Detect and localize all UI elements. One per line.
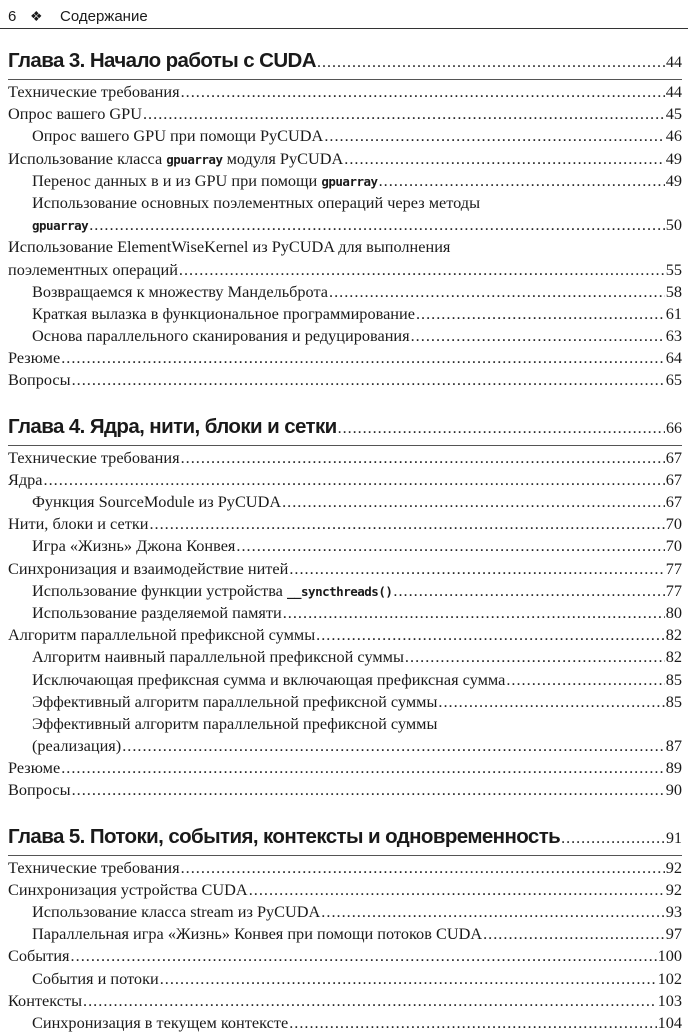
toc-entry[interactable] (8, 148, 682, 170)
code-term: gpuarray (32, 218, 89, 234)
leader-dots (506, 669, 664, 691)
toc-page-number: 65 (665, 370, 682, 390)
chapter-title: Глава 5. Потоки, события, контексты и одновременность (8, 824, 561, 848)
toc-entry-title-text: Эффективный алгоритм параллельной префиксной суммы (32, 691, 438, 711)
toc-entry[interactable] (8, 646, 682, 668)
chapter-page-number: 44 (666, 54, 682, 71)
leader-dots (317, 46, 665, 80)
toc-entry-title (8, 624, 315, 646)
toc-entry-title-text: Исключающая префиксная сумма и включающая префиксная сумма (32, 669, 506, 689)
toc-entry[interactable] (8, 779, 682, 801)
toc-entry[interactable] (8, 192, 682, 236)
toc-entry[interactable] (8, 491, 682, 513)
toc-entry[interactable] (8, 513, 682, 535)
leader-dots (393, 580, 664, 602)
toc-entry-title (32, 1012, 288, 1034)
toc-entry-title (8, 879, 248, 901)
toc-page-number: 87 (665, 736, 682, 756)
toc-page-number: 89 (665, 758, 682, 778)
toc-entry-title-text: Технические требования (8, 447, 180, 467)
toc-entry[interactable] (8, 602, 682, 624)
toc-entry[interactable] (8, 580, 682, 602)
toc-entry[interactable] (8, 447, 682, 469)
toc-entry-title-text: Технические требования (8, 82, 180, 101)
toc-entry[interactable] (8, 369, 682, 391)
toc-page-number: 93 (665, 902, 682, 921)
code-term: gpuarray (166, 151, 223, 167)
toc-entry-title (32, 303, 415, 325)
leader-dots (179, 259, 665, 281)
code-term: gpuarray (321, 173, 378, 189)
leader-dots (61, 757, 665, 779)
toc-entry-title-text: Игра «Жизнь» Джона Конвея (32, 536, 236, 556)
toc-page-number: 63 (665, 326, 682, 346)
toc-page-number: 85 (665, 691, 682, 711)
toc-entry-title-text: поэлементных операций (8, 259, 178, 279)
toc-entry[interactable] (8, 990, 682, 1012)
toc-entry-title (32, 923, 482, 945)
chapter-gap (8, 802, 682, 820)
leader-dots (181, 857, 665, 879)
toc-page-number: 77 (665, 580, 682, 600)
toc-entry-title (32, 968, 159, 990)
toc-entry[interactable] (8, 879, 682, 901)
toc-entry-title-text: Использование класса stream из PyCUDA (32, 902, 321, 921)
toc-entry[interactable] (8, 325, 682, 347)
leader-dots (379, 170, 665, 192)
chapter-page-number: 91 (666, 829, 682, 847)
toc-entry-title (8, 469, 43, 491)
toc-page-number: 82 (665, 647, 682, 667)
toc-entry-title-text: (реализация) (32, 736, 122, 756)
leader-dots (344, 148, 664, 170)
toc-entry-title (32, 281, 328, 303)
toc-entry-title-text: События и потоки (32, 968, 159, 988)
toc-page-number: 85 (665, 669, 682, 689)
toc-entry[interactable] (8, 757, 682, 779)
leader-dots (72, 369, 665, 391)
toc-entry-title-text: Вопросы (8, 780, 71, 800)
toc-entry-title (8, 990, 82, 1012)
toc-entry-continuation (8, 735, 682, 757)
toc-entry-title (8, 945, 70, 967)
leader-dots (283, 602, 665, 624)
ornament-icon: ❖ (30, 7, 43, 24)
toc-entry-title (32, 735, 121, 757)
toc-entry[interactable] (8, 968, 682, 990)
toc-entry[interactable] (8, 303, 682, 325)
leader-dots (83, 990, 657, 1012)
toc-page-number: 103 (657, 990, 682, 1010)
leader-dots (44, 469, 665, 491)
chapter-heading[interactable] (8, 44, 682, 78)
leader-dots (324, 125, 664, 147)
leader-dots (143, 103, 665, 125)
leader-dots (122, 735, 665, 757)
toc-entry-title-text: Использование класса (8, 148, 167, 168)
toc-page-number: 45 (665, 104, 682, 124)
toc-entry-title-text: Опрос вашего GPU при помощи PyCUDA (32, 126, 324, 146)
toc-entry[interactable] (8, 691, 682, 713)
toc-entry-title (8, 779, 71, 801)
header-divider (0, 28, 688, 29)
toc-entry[interactable] (8, 125, 682, 147)
leader-dots (61, 347, 665, 369)
toc-entry-title (8, 558, 288, 580)
toc-page-number: 64 (665, 348, 682, 368)
toc-page-number: 44 (665, 82, 682, 101)
toc-entry-title (32, 214, 88, 237)
toc-entry-title (8, 347, 60, 369)
toc-entry-title-line: Эффективный алгоритм параллельной префиксной суммы (32, 713, 438, 733)
toc-entry-title (32, 901, 320, 923)
toc-entry-title-text: Использование функции устройства (32, 580, 287, 600)
toc-entry-title (8, 148, 343, 171)
toc-entry-title (32, 491, 281, 513)
chapter-title: Глава 3. Начало работы с CUDA (8, 49, 316, 72)
table-of-contents (8, 44, 682, 1034)
leader-dots (282, 491, 665, 513)
toc-page-number: 61 (665, 303, 682, 323)
toc-page-number: 55 (665, 259, 682, 279)
leader-dots (289, 1012, 656, 1034)
toc-entry-title-text: Опрос вашего GPU (8, 104, 142, 124)
toc-entry[interactable] (8, 669, 682, 691)
toc-entry[interactable] (8, 347, 682, 369)
running-title: Содержание (60, 7, 148, 25)
toc-entry-title (32, 669, 505, 691)
toc-entry-title (32, 170, 378, 193)
toc-page-number: 104 (657, 1012, 682, 1032)
toc-entry-title-text: События (8, 946, 70, 966)
page-number: 6 (8, 7, 17, 25)
leader-dots (236, 535, 664, 557)
chapter-title: Глава 4. Ядра, нити, блоки и сетки (8, 414, 337, 438)
toc-entry-title (8, 103, 142, 125)
running-header (8, 3, 680, 29)
toc-page-number: 77 (665, 558, 682, 578)
toc-entry-title-text: Синхронизация устройства CUDA (8, 879, 248, 899)
toc-entry-title (8, 259, 178, 281)
toc-page-number: 92 (665, 857, 682, 877)
toc-entry-title-text: Основа параллельного сканирования и редуцирования (32, 326, 410, 346)
chapter-gap (8, 392, 682, 410)
toc-entry-title-text: Резюме (8, 348, 61, 368)
toc-entry[interactable] (8, 901, 682, 923)
toc-entry-title-text: Параллельная игра «Жизнь» Конвея при помощи потоков CUDA (32, 924, 483, 944)
toc-entry[interactable] (8, 558, 682, 580)
leader-dots (149, 513, 664, 535)
toc-entry-title-text: Использование разделяемой памяти (32, 602, 282, 622)
toc-entry-title (8, 369, 71, 391)
toc-entry-title (8, 757, 60, 779)
toc-entry-title (32, 580, 392, 603)
leader-dots (72, 779, 665, 801)
leader-dots (249, 879, 665, 901)
toc-entry-title-line: Использование ElementWiseKernel из PyCUDA для выполнения (8, 237, 451, 257)
toc-entry-title (32, 646, 404, 668)
toc-entry[interactable] (8, 1012, 682, 1034)
leader-dots (316, 624, 665, 646)
toc-entry-title-text: Ядра (8, 469, 43, 489)
toc-entry-title-text: Синхронизация в текущем контексте (32, 1012, 289, 1032)
leader-dots (561, 822, 665, 856)
toc-page-number: 92 (665, 879, 682, 899)
code-term: __syncthreads() (286, 583, 393, 599)
toc-entry-title-text: Алгоритм наивный параллельной префиксной суммы (32, 647, 404, 667)
toc-entry-continuation (8, 259, 682, 281)
toc-page-number: 70 (665, 536, 682, 556)
toc-entry[interactable] (8, 170, 682, 192)
toc-entry-title (32, 125, 323, 147)
toc-entry-title-text: Алгоритм параллельной префиксной суммы (8, 625, 316, 645)
leader-dots (160, 968, 657, 990)
toc-page-number: 90 (665, 780, 682, 800)
toc-entry-title-text: Вопросы (8, 370, 71, 390)
toc-page-number: 67 (665, 492, 682, 511)
toc-entry[interactable] (8, 103, 682, 125)
toc-page-number: 82 (665, 625, 682, 645)
chapter-page-number: 66 (666, 419, 682, 437)
toc-entry[interactable] (8, 236, 682, 280)
toc-entry-title (32, 535, 235, 557)
toc-entry-title-text: Контексты (8, 990, 83, 1010)
toc-page-number: 102 (657, 968, 682, 988)
toc-entry-title-text: Перенос данных в и из GPU при помощи (32, 170, 322, 190)
toc-page-number: 97 (665, 924, 682, 944)
toc-entry-title-text: модуля PyCUDA (222, 148, 344, 168)
toc-page-number: 67 (665, 447, 682, 467)
toc-entry[interactable] (8, 624, 682, 646)
toc-entry[interactable] (8, 857, 682, 879)
toc-page-number: 58 (665, 281, 682, 301)
toc-entry-title-text: Синхронизация и взаимодействие нитей (8, 558, 289, 578)
toc-entry-title (8, 513, 148, 535)
toc-page-number: 100 (657, 946, 682, 966)
toc-entry[interactable] (8, 945, 682, 967)
leader-dots (438, 691, 664, 713)
leader-dots (71, 945, 657, 967)
toc-entry-title-text: Функция SourceModule из PyCUDA (32, 492, 282, 511)
toc-page-number: 49 (665, 148, 682, 168)
leader-dots (416, 303, 665, 325)
toc-entry-title-text: Нити, блоки и сетки (8, 514, 149, 534)
toc-page-number: 46 (665, 126, 682, 146)
leader-dots (181, 447, 665, 469)
toc-page-number: 50 (665, 215, 682, 235)
leader-dots (89, 214, 665, 236)
toc-entry[interactable] (8, 713, 682, 757)
toc-entry-title-line: Использование основных поэлементных операций через методы (32, 192, 481, 212)
leader-dots (411, 325, 665, 347)
leader-dots (329, 281, 665, 303)
toc-entry-title (8, 857, 180, 879)
toc-entry-title-text: Возвращаемся к множеству Мандельброта (32, 281, 329, 301)
toc-page-number: 49 (665, 170, 682, 190)
toc-entry-title (8, 447, 180, 469)
chapter-heading[interactable] (8, 410, 682, 444)
toc-entry-title-text: Краткая вылазка в функциональное программирование (32, 303, 415, 323)
leader-dots (483, 923, 665, 945)
toc-entry[interactable] (8, 81, 682, 103)
toc-entry-title (32, 691, 437, 713)
toc-entry[interactable] (8, 535, 682, 557)
toc-entry-continuation (8, 214, 682, 236)
toc-entry-title (8, 81, 180, 103)
toc-entry-title (32, 602, 282, 624)
leader-dots (321, 901, 664, 923)
toc-page-number: 67 (665, 469, 682, 489)
leader-dots (289, 558, 664, 580)
toc-page-number: 70 (665, 514, 682, 534)
leader-dots (405, 646, 665, 668)
toc-entry[interactable] (8, 281, 682, 303)
leader-dots (338, 412, 665, 446)
leader-dots (181, 81, 665, 103)
toc-entry-title (32, 325, 410, 347)
toc-entry-title-text: Технические требования (8, 857, 180, 877)
toc-entry[interactable] (8, 469, 682, 491)
toc-entry-title-text: Резюме (8, 758, 61, 778)
toc-entry[interactable] (8, 923, 682, 945)
toc-page-number: 80 (665, 602, 682, 622)
chapter-heading[interactable] (8, 820, 682, 854)
